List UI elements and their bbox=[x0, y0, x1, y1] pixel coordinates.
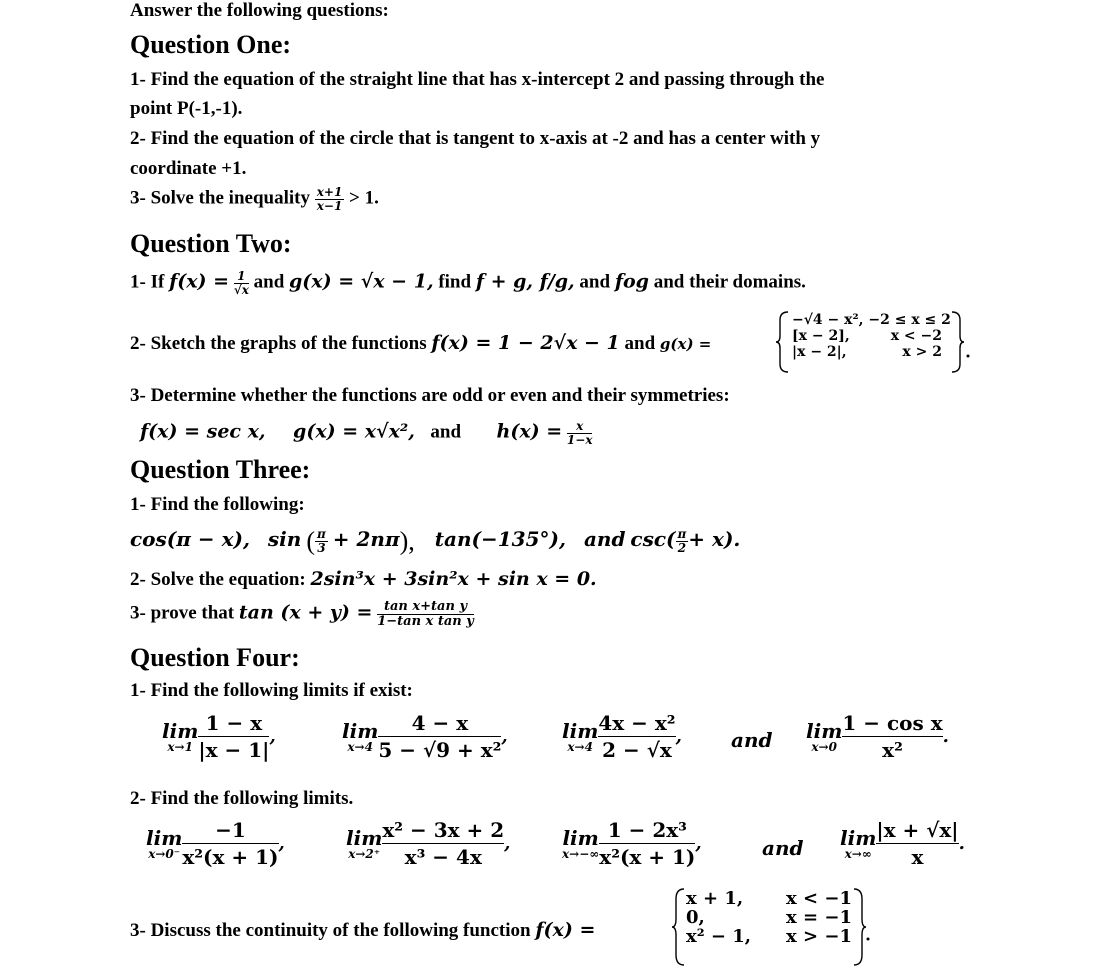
q2-item1-g: g(x) = √x − 1, bbox=[289, 270, 434, 293]
limit-operator: lim x→0⁻ bbox=[146, 825, 183, 861]
q2-item3-and: and bbox=[430, 421, 462, 443]
limit-1-4: lim x→0 $\frac{\text{1 − cos x}}{\text{x²}}$ . bbox=[806, 711, 949, 762]
q3-and: and bbox=[583, 527, 626, 551]
limit-fraction: $\frac{-1}{\text{x²(x + 1)}}$ bbox=[182, 818, 279, 869]
case-row bbox=[686, 908, 852, 927]
case-expr: −√4 − x², −2 ≤ x ≤ 2 bbox=[792, 312, 951, 328]
q2-item2-g: g(x) = bbox=[659, 335, 712, 353]
limit-fraction: $\frac{\text{1 − 2x³}}{\text{x²(x + 1)}}$ bbox=[599, 818, 696, 869]
q2-item1-fog: fog bbox=[614, 270, 649, 293]
q2-item2-b: and bbox=[624, 333, 656, 354]
case-expr: |x − 2|, bbox=[792, 344, 847, 360]
case-cond: x > −1 bbox=[786, 926, 852, 947]
limit-2-2: lim x→2⁺ $\frac{\text{x² − 3x + 2}}{\text{x³ − 4x}}$ , bbox=[346, 818, 511, 869]
fraction-numerator: x bbox=[567, 420, 593, 434]
q2-item3-g: g(x) = x√x², bbox=[293, 420, 415, 443]
right-brace-icon bbox=[852, 887, 870, 967]
q3-sin-tail: + 2nπ bbox=[332, 527, 400, 551]
q4-item1: 1- Find the following limits if exist: bbox=[130, 680, 413, 701]
limit-operator: lim x→1 bbox=[162, 718, 199, 754]
instructions: Answer the following questions: bbox=[130, 0, 389, 21]
fraction-numerator: π bbox=[317, 527, 326, 542]
limit-1-2: lim x→4 $\frac{4 - x}{\text{5 − √9 + x²}}$ , bbox=[342, 711, 508, 762]
q3-item1: 1- Find the following: bbox=[130, 494, 305, 515]
q3-sin: sin bbox=[267, 527, 302, 551]
right-paren-icon: ), bbox=[399, 526, 415, 556]
q3-item3 bbox=[130, 600, 474, 628]
and-1: and bbox=[731, 728, 773, 752]
question-four-heading: Question Four: bbox=[130, 643, 300, 672]
limit-1-1: lim x→1 $\frac{1 - x}{|x - 1|}$ , bbox=[162, 711, 276, 762]
fraction-denominator: 2 bbox=[677, 540, 687, 555]
q3-item3-lhs: tan (x + y) = bbox=[238, 601, 373, 624]
question-three-heading: Question Three: bbox=[130, 455, 311, 484]
q1-item3-suffix: > 1. bbox=[349, 187, 379, 209]
fraction-numerator: π bbox=[677, 527, 687, 542]
fraction-numerator: tan x+tan y bbox=[377, 600, 474, 615]
q3-csc-tail: + x). bbox=[688, 527, 741, 551]
left-brace-icon bbox=[672, 887, 686, 967]
q3-item1-expressions bbox=[130, 528, 740, 555]
case-expr: [x − 2], bbox=[792, 328, 850, 344]
case-cond: x > 2 bbox=[902, 344, 942, 360]
q2-item3: 3- Determine whether the functions are odd or even and their symmetries: bbox=[130, 385, 730, 406]
limit-operator: lim x→2⁺ bbox=[346, 825, 383, 861]
q2-item3-h: h(x) = bbox=[496, 420, 563, 443]
fraction-numerator: 1 bbox=[234, 270, 249, 284]
q4-item3 bbox=[130, 919, 595, 942]
q3-item3-a: 3- prove that bbox=[130, 602, 235, 624]
q2-item1-ops: f + g, f/g, bbox=[475, 270, 575, 293]
limit-fraction: $\frac{1 - x}{|x - 1|}$ bbox=[198, 711, 270, 762]
fraction-numerator: x+1 bbox=[316, 185, 343, 199]
right-brace-icon bbox=[950, 310, 972, 374]
q4-item2: 2- Find the following limits. bbox=[130, 788, 354, 809]
q2-item1-f: f(x) = bbox=[169, 270, 230, 293]
limit-fraction: $\frac{\text{1 − cos x}}{\text{x²}}$ bbox=[842, 711, 943, 762]
q2-item1-c: find bbox=[438, 271, 472, 293]
q4-item3-f: f(x) = bbox=[535, 919, 596, 941]
q3-sin-fraction bbox=[315, 528, 328, 554]
case-row bbox=[792, 344, 950, 360]
fraction-denominator: √x bbox=[233, 282, 249, 297]
q1-item2-line1: 2- Find the equation of the circle that is tangent to x-axis at -2 and has a center with y bbox=[130, 128, 821, 149]
q2-item3-functions bbox=[140, 420, 592, 446]
fraction-denominator: 3 bbox=[317, 540, 326, 555]
case-row bbox=[686, 889, 852, 908]
q3-csc: csc( bbox=[630, 527, 676, 551]
limit-fraction: $\frac{|x + √x|}{x}$ bbox=[876, 818, 959, 869]
q2-item2-cases bbox=[792, 312, 950, 360]
q2-item1-a: 1- If bbox=[130, 271, 165, 293]
q2-item1 bbox=[130, 270, 806, 296]
limit-operator: lim x→4 bbox=[562, 718, 599, 754]
fraction-denominator: x−1 bbox=[316, 198, 343, 213]
q3-item2-a: 2- Solve the equation: bbox=[130, 569, 306, 590]
q2-item3-f: f(x) = sec x, bbox=[140, 420, 266, 443]
limit-fraction: $\frac{\text{x² − 3x + 2}}{\text{x³ − 4x}}$ bbox=[382, 818, 505, 869]
case-row bbox=[792, 328, 950, 344]
q4-item3-cases bbox=[686, 889, 852, 946]
limit-2-4: lim x→∞ $\frac{|x + √x|}{x}$ . bbox=[840, 818, 965, 869]
q1-item3-prefix: 3- Solve the inequality bbox=[130, 187, 310, 209]
q3-item2-eq: 2sin³x + 3sin²x + sin x = 0. bbox=[310, 568, 597, 590]
q4-item3-a: 3- Discuss the continuity of the following function bbox=[130, 920, 531, 941]
q1-item1-line1: 1- Find the equation of the straight line that has x-intercept 2 and passing through the bbox=[130, 69, 825, 90]
limit-operator: lim x→−∞ bbox=[562, 825, 600, 861]
case-cond: x < −1 bbox=[786, 888, 852, 909]
fraction-denominator: 1−x bbox=[566, 432, 593, 447]
q2-item3-h-fraction bbox=[567, 420, 593, 446]
question-one-heading: Question One: bbox=[130, 30, 292, 59]
q2-item1-d: and bbox=[579, 271, 611, 293]
q2-item2-f: f(x) = 1 − 2√x − 1 bbox=[431, 332, 620, 354]
limit-operator: lim x→∞ bbox=[840, 825, 877, 861]
case-expr: x + 1, bbox=[686, 888, 744, 909]
limit-operator: lim x→4 bbox=[342, 718, 379, 754]
q1-item3-fraction bbox=[315, 186, 345, 212]
limit-2-1: lim x→0⁻ $\frac{-1}{\text{x²(x + 1)}}$ , bbox=[146, 818, 285, 869]
q2-item2-a: 2- Sketch the graphs of the functions bbox=[130, 333, 427, 354]
q3-cos: cos(π − x), bbox=[130, 527, 250, 551]
q3-item3-fraction bbox=[377, 600, 474, 628]
case-expr: 0, bbox=[686, 907, 705, 928]
q3-item2 bbox=[130, 568, 597, 591]
q2-item2-text bbox=[130, 332, 711, 355]
limit-fraction: $\frac{\text{4x − x²}}{2 - √x}$ bbox=[598, 711, 676, 762]
case-cond: x = −1 bbox=[786, 907, 852, 928]
question-two-heading: Question Two: bbox=[130, 229, 292, 258]
case-row bbox=[792, 312, 950, 328]
q2-item1-f-fraction bbox=[234, 270, 249, 296]
q1-item3 bbox=[130, 186, 379, 212]
limit-fraction: $\frac{4 - x}{\text{5 − √9 + x²}}$ bbox=[378, 711, 502, 762]
case-row bbox=[686, 927, 852, 946]
fraction-denominator: 1−tan x tan y bbox=[377, 613, 474, 629]
q3-tan: tan(−135°), bbox=[434, 527, 566, 551]
left-brace-icon bbox=[776, 310, 792, 374]
limit-operator: lim x→0 bbox=[806, 718, 843, 754]
q3-csc-fraction bbox=[676, 528, 689, 554]
q2-item1-e: and their domains. bbox=[653, 271, 806, 293]
left-paren-icon: ( bbox=[306, 526, 315, 556]
q1-item2-line2: coordinate +1. bbox=[130, 158, 247, 179]
q2-item1-b: and bbox=[253, 271, 285, 293]
limit-2-3: lim x→−∞ $\frac{\text{1 − 2x³}}{\text{x²(x + 1)}}$ , bbox=[562, 818, 702, 869]
limit-1-3: lim x→4 $\frac{\text{4x − x²}}{2 - √x}$ , bbox=[562, 711, 682, 762]
q1-item1-line2: point P(-1,-1). bbox=[130, 98, 243, 119]
case-cond: x < −2 bbox=[890, 328, 942, 344]
case-expr: x² − 1, bbox=[686, 926, 752, 947]
and-2: and bbox=[762, 836, 804, 860]
